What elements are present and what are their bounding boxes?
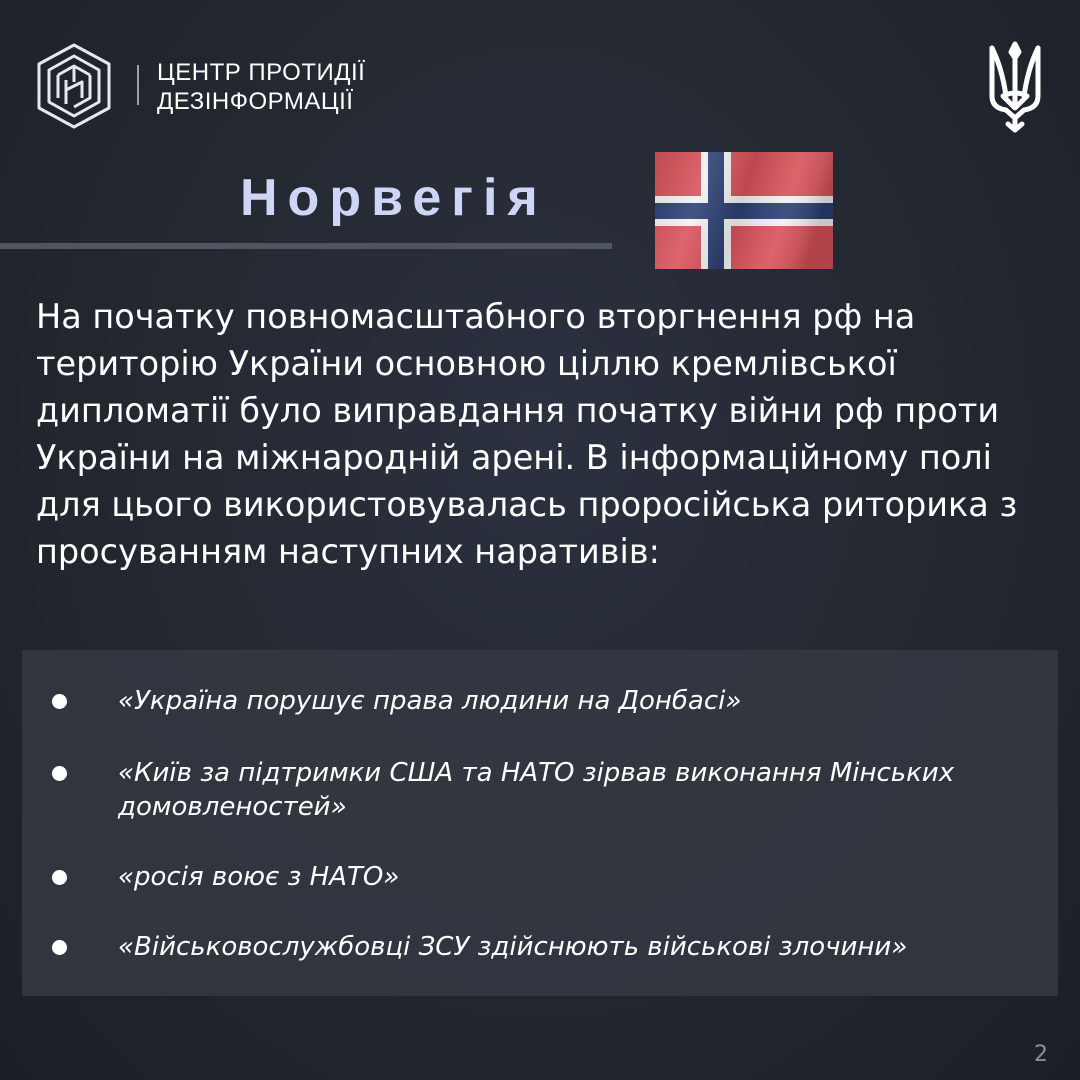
organization-name <box>157 58 365 116</box>
narrative-text: «Україна порушує права людини на Донбасі» <box>118 686 742 716</box>
bullet-icon <box>52 940 67 955</box>
header-divider <box>137 65 139 105</box>
ukraine-trident-icon <box>984 38 1046 134</box>
bullet-icon <box>52 766 67 781</box>
bullet-icon <box>52 694 67 709</box>
narrative-text: «Київ за підтримки США та НАТО зірвав виконання Мінських домовленостей» <box>118 758 955 822</box>
title-underline <box>0 243 612 249</box>
intro-paragraph: На початку повномасштабного вторгнення рф на територію України основною ціллю кремлівської дипломатії було виправдання початку війни рф проти України на міжнародній арені. В інформаційному полі для цього використовувалась проросійська риторика з просуванням наступних наративів: <box>36 297 1018 571</box>
bullet-icon <box>52 870 67 885</box>
page-title: Норвегія <box>240 169 548 227</box>
norway-flag-icon <box>655 152 833 269</box>
organization-name-line-2: ДЕЗІНФОРМАЦІЇ <box>157 88 354 115</box>
narrative-text: «Військовослужбовці ЗСУ здійснюють військові злочини» <box>118 932 908 962</box>
page-number: 2 <box>1034 1042 1048 1067</box>
organization-name-line-1: ЦЕНТР ПРОТИДІЇ <box>157 59 366 86</box>
cpd-cube-logo-icon <box>36 42 112 130</box>
narrative-text: «росія воює з НАТО» <box>118 862 400 892</box>
narratives-list <box>22 650 1058 996</box>
